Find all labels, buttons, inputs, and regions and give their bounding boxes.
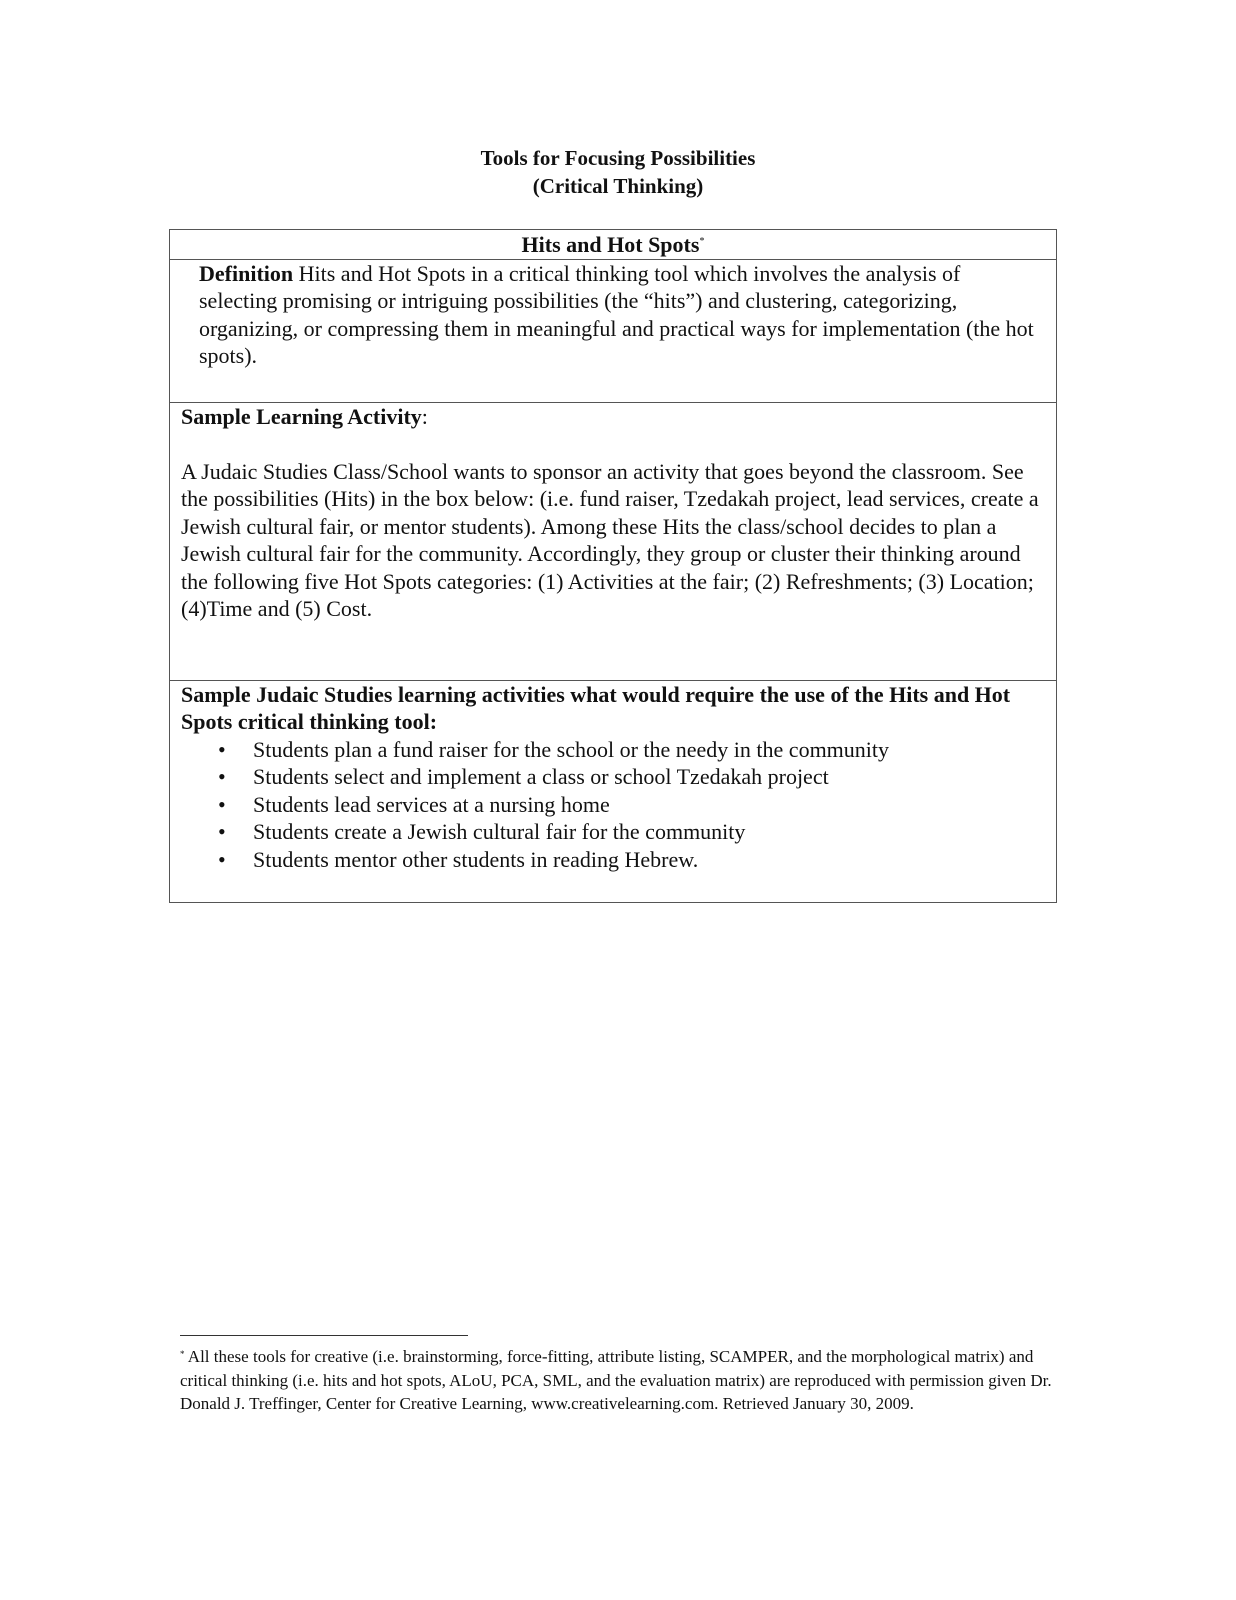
table-heading: Hits and Hot Spots — [521, 232, 700, 257]
list-item-text: Students create a Jewish cultural fair for the community — [253, 819, 746, 844]
list-item — [181, 763, 1044, 791]
definition-row — [170, 259, 1057, 402]
paragraph-spacer — [181, 430, 1044, 458]
bullet-icon: • — [218, 764, 226, 789]
sample-activity-text: A Judaic Studies Class/School wants to sponsor an activity that goes beyond the classroom. See the possibilities (Hits) in the box below: (i.e. fund raiser, Tzedakah project, lead services, create a Jewish cultural fair, or mentor students). Among these Hits the class/school decides to plan a Jewish cultural fair for the community. Accordingly, they group or cluster their thinking around the following five Hot Spots categories: (1) Activities at the fair; (2) Refreshments; (3) Location; (4)Time and (5) Cost. — [181, 458, 1039, 621]
sample-activity-cell — [170, 402, 1057, 680]
definition-text: Hits and Hot Spots in a critical thinking tool which involves the analysis of selecting promising or intriguing possibilities (the “hits”) and clustering, categorizing, organizing, or compressing them in meaningful and practical ways for implementation (the hot spots). — [199, 260, 1034, 368]
sample-activity-row — [170, 402, 1057, 680]
bullet-icon: • — [218, 846, 226, 872]
list-item — [181, 736, 1044, 764]
page-subtitle: (Critical Thinking) — [532, 174, 704, 198]
list-item-text: Students mentor other students in reading Hebrew. — [253, 846, 699, 872]
list-item — [181, 846, 1044, 874]
heading-cell — [170, 230, 1057, 260]
tool-table — [169, 229, 1057, 903]
list-item-text: Students lead services at a nursing home — [253, 791, 610, 817]
sample-activity-colon: : — [421, 403, 428, 429]
definition-label: Definition — [199, 260, 294, 286]
list-item-text: Students plan a fund raiser for the school or the needy in the community — [253, 736, 890, 762]
footnote-marker-ref: * — [699, 236, 705, 247]
sample-list-content — [170, 681, 1056, 874]
bullet-icon: • — [218, 736, 226, 762]
activities-list — [181, 736, 1044, 874]
title-block — [0, 144, 1236, 200]
footnote — [180, 1345, 1060, 1416]
definition-cell — [170, 259, 1057, 402]
sample-activity-label: Sample Learning Activity — [181, 403, 422, 429]
definition-paragraph — [170, 260, 1056, 370]
heading-row — [170, 230, 1057, 260]
sample-list-row — [170, 680, 1057, 902]
sample-activity-heading — [181, 403, 1044, 431]
sample-list-cell — [170, 680, 1057, 902]
footnote-text: All these tools for creative (i.e. brainstorming, force-fitting, attribute listing, SCAMPER, and the morphological matrix) and critical thinking (i.e. hits and hot spots, ALoU, PCA, SML, and the evaluation matrix) are reproduced with permission given Dr. Donald J. Treffinger, Center for Creative Learning, www.creativelearning.com. Retrieved January 30, 2009. — [180, 1347, 1052, 1413]
list-item — [181, 818, 1044, 846]
page-title: Tools for Focusing Possibilities — [480, 146, 756, 170]
sample-list-label: Sample Judaic Studies learning activities what would require the use of the Hits and Hot Spots critical thinking tool: — [181, 681, 1011, 734]
list-item — [181, 791, 1044, 819]
list-item-text: Students select and implement a class or school Tzedakah project — [253, 764, 829, 789]
bullet-icon: • — [218, 791, 226, 817]
footnote-marker: * — [180, 1349, 185, 1359]
footnote-divider — [180, 1335, 468, 1336]
bullet-icon: • — [218, 819, 226, 844]
sample-activity-content — [170, 403, 1056, 623]
